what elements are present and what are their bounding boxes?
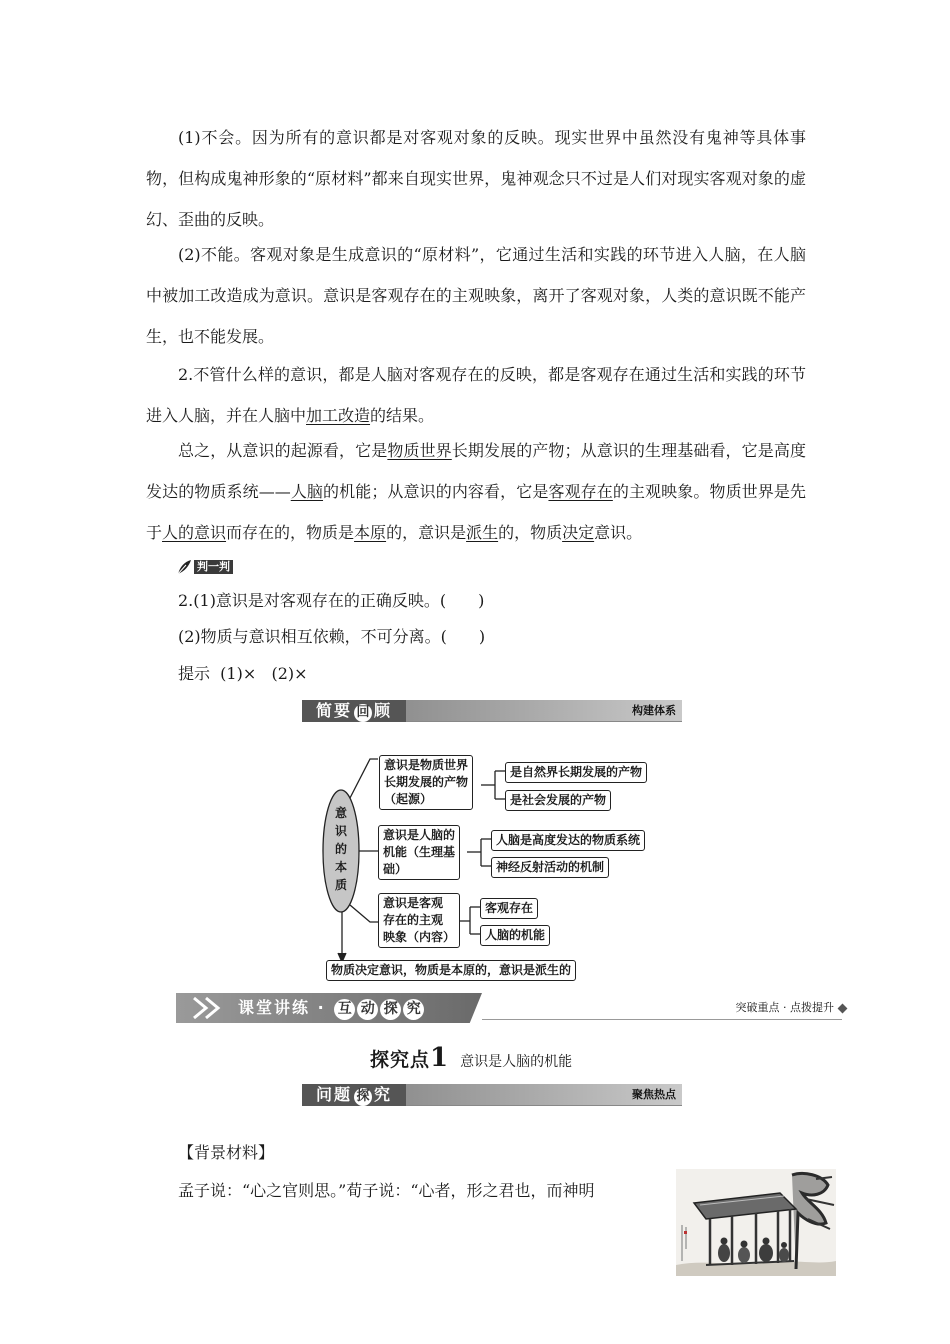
blank-human-consciousness: 人的意识 xyxy=(162,523,227,542)
section-circle-3: 探 xyxy=(380,999,401,1020)
review-banner-text-1: 简要 xyxy=(316,701,353,720)
problem-banner-circle: 探 xyxy=(354,1088,372,1106)
diagram-conclusion: 物质决定意识，物质是本原的，意识是派生的 xyxy=(326,960,576,981)
blank-brain: 人脑 xyxy=(290,482,324,501)
diamond-icon xyxy=(838,1004,848,1014)
point-2-text-a: 2.不管什么样的意识，都是人脑对客观存在的反映，都是客观存在通过生活和实践的环节进入人脑，并在人脑中 xyxy=(146,365,806,425)
background-label: 【背景材料】 xyxy=(178,1143,275,1162)
judge-answer: 提示 (1)× (2)× xyxy=(178,664,308,683)
point-number: 1 xyxy=(430,1043,449,1073)
section-circle-1: 互 xyxy=(334,999,355,1020)
review-banner-circle: 回 xyxy=(354,704,372,722)
double-chevron-icon xyxy=(192,996,232,1020)
section-bar-rule xyxy=(482,1019,842,1020)
judge-question-1: 2.(1)意识是对客观存在的正确反映。( ) xyxy=(178,591,485,610)
diagram-content-a: 客观存在 xyxy=(480,898,538,919)
diagram-content-box xyxy=(378,893,460,948)
problem-banner-text-1: 问题 xyxy=(316,1085,353,1104)
physio-line-2: 机能（生理基 xyxy=(383,845,456,859)
physio-line-3: 础） xyxy=(383,862,408,876)
section-bar-text: 课堂讲练 · xyxy=(238,998,334,1017)
content-line-2: 存在的主观 xyxy=(383,913,444,927)
section-circle-4: 究 xyxy=(403,999,424,1020)
section-circle-2: 动 xyxy=(357,999,378,1020)
section-bar xyxy=(176,993,848,1023)
blank-determines: 决定 xyxy=(562,523,595,542)
point-label: 探究点 xyxy=(370,1049,431,1071)
section-bar-right: 突破重点 · 点拨提升 xyxy=(735,1001,834,1014)
blank-processing: 加工改造 xyxy=(306,406,371,425)
origin-line-3: （起源） xyxy=(384,792,433,806)
diagram-origin-a: 是自然界长期发展的产物 xyxy=(505,762,647,783)
center-char-2: 识 xyxy=(334,824,347,838)
summary-text-3: 的机能；从意识的内容看，它是 xyxy=(323,482,549,501)
point-title xyxy=(370,1043,572,1073)
center-char-1: 意 xyxy=(334,806,347,820)
diagram-origin-box xyxy=(379,755,473,810)
summary-text-7: 的，物质 xyxy=(498,523,563,542)
content-line-3: 映象（内容） xyxy=(383,930,456,944)
judge-badge-label: 判一判 xyxy=(194,560,233,574)
center-char-4: 本 xyxy=(334,860,347,874)
summary-text-4: 的主观映象。物质世界是先于 xyxy=(146,482,806,542)
diagram-center-label xyxy=(331,804,351,894)
review-banner-text-2: 顾 xyxy=(374,701,393,720)
summary-text-5: 而存在的，物质是 xyxy=(226,523,355,542)
problem-banner-text-2: 究 xyxy=(374,1085,393,1104)
blank-material-world: 物质世界 xyxy=(387,441,452,460)
diagram-physio-a: 人脑是高度发达的物质系统 xyxy=(491,830,645,851)
origin-line-1: 意识是物质世界 xyxy=(384,758,469,772)
summary-text-8: 意识。 xyxy=(594,523,643,542)
pavilion-painting-image xyxy=(676,1169,836,1276)
answer-paragraph-1-text: (1)不会。因为所有的意识都是对客观对象的反映。现实世界中虽然没有鬼神等具体事物，但构成鬼神形象的“原材料”都来自现实世界，鬼神观念只不过是人们对现实客观对象的虚幻、歪曲的反映。 xyxy=(146,128,806,229)
summary-text-6: 的，意识是 xyxy=(386,523,467,542)
judge-question-2: (2)物质与意识相互依赖，不可分离。( ) xyxy=(178,627,486,646)
physio-line-1: 意识是人脑的 xyxy=(383,828,456,842)
summary-text-2: 长期发展的产物；从意识的生理基础看，它是高度发达的物质系统—— xyxy=(146,441,806,501)
problem-banner-title xyxy=(302,1084,406,1106)
blank-origin: 本原 xyxy=(354,523,387,542)
content-line-1: 意识是客观 xyxy=(383,896,444,910)
background-text: 孟子说：“心之官则思。”荀子说：“心者，形之君也，而神明 xyxy=(178,1181,595,1200)
review-banner-right: 构建体系 xyxy=(632,704,676,717)
summary-text-1: 总之，从意识的起源看，它是 xyxy=(178,441,388,460)
answer-paragraph-2-text: (2)不能。客观对象是生成意识的“原材料”，它通过生活和实践的环节进入人脑，在人脑中被加工改造成为意识。意识是客观存在的主观映象，离开了客观对象，人类的意识既不能产生，也不能发展。 xyxy=(146,245,806,346)
blank-objective-existence: 客观存在 xyxy=(548,482,613,501)
diagram-content-b: 人脑的机能 xyxy=(480,925,550,946)
point-subtitle: 意识是人脑的机能 xyxy=(460,1054,573,1070)
center-char-3: 的 xyxy=(334,842,347,856)
problem-banner xyxy=(302,1084,682,1106)
diagram-physio-box xyxy=(378,825,460,880)
diagram-physio-b: 神经反射活动的机制 xyxy=(491,857,609,878)
section-bar-title xyxy=(238,993,425,1023)
origin-line-2: 长期发展的产物 xyxy=(384,775,469,789)
center-char-5: 质 xyxy=(334,878,347,892)
blank-derived: 派生 xyxy=(466,523,499,542)
diagram-origin-b: 是社会发展的产物 xyxy=(505,790,611,811)
problem-banner-right: 聚焦热点 xyxy=(632,1088,676,1101)
point-2-text-b: 的结果。 xyxy=(370,406,435,425)
